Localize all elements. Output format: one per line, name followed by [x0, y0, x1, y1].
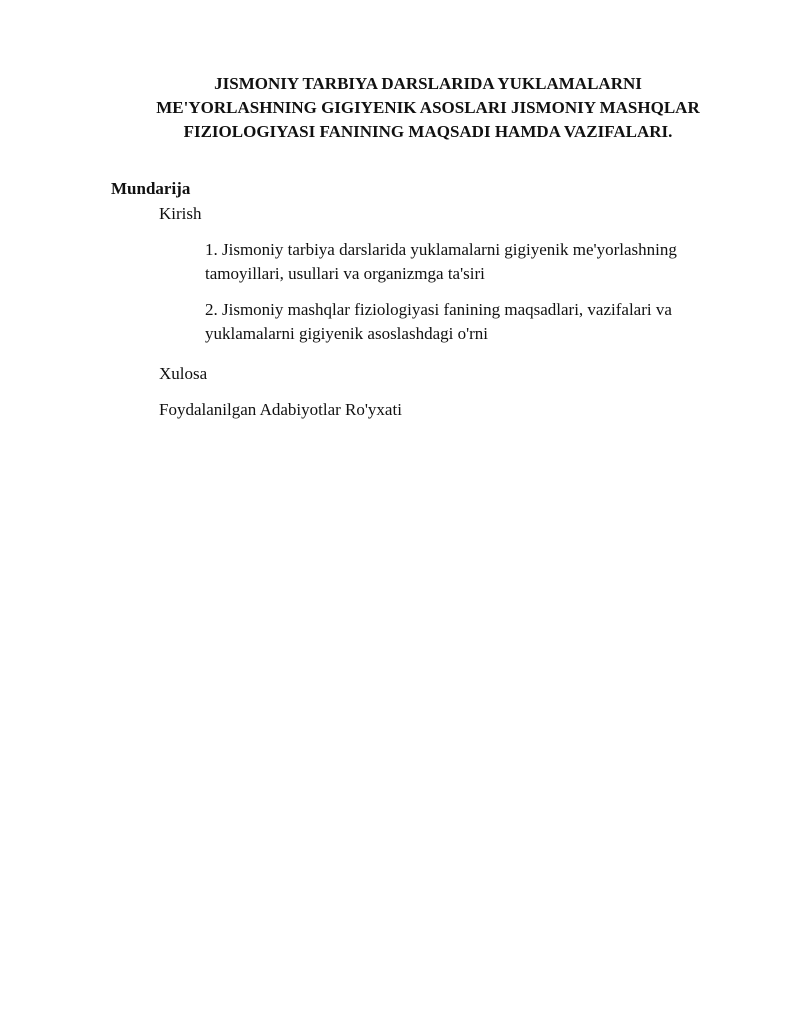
toc-entry-section-1-line-2: tamoyillari, usullari va organizmga ta'siri — [205, 264, 485, 283]
title-line-2: ME'YORLASHNING GIGIYENIK ASOSLARI JISMONIY MASHQLAR — [156, 98, 700, 117]
toc-entry-intro: Kirish — [159, 204, 202, 223]
toc-entry-conclusion: Xulosa — [159, 364, 208, 383]
toc-entry-section-1 — [205, 238, 745, 286]
toc-entry-section-2-line-2: yuklamalarni gigiyenik asoslashdagi o'rni — [205, 324, 489, 343]
title-line-1: JISMONIY TARBIYA DARSLARIDA YUKLAMALARNI — [214, 74, 642, 93]
toc-heading: Mundarija — [111, 179, 191, 198]
toc-entry-section-2-line-1: 2. Jismoniy mashqlar fiziologiyasi fanining maqsadlari, vazifalari va — [205, 300, 672, 319]
toc-entry-references: Foydalanilgan Adabiyotlar Ro'yxati — [159, 400, 402, 419]
title-line-3: FIZIOLOGIYASI FANINING MAQSADI HAMDA VAZIFALARI. — [183, 122, 673, 141]
toc-entry-section-1-line-1: 1. Jismoniy tarbiya darslarida yuklamalarni gigiyenik me'yorlashning — [205, 240, 677, 259]
document-title — [110, 72, 746, 144]
toc-entry-section-2 — [205, 298, 745, 346]
